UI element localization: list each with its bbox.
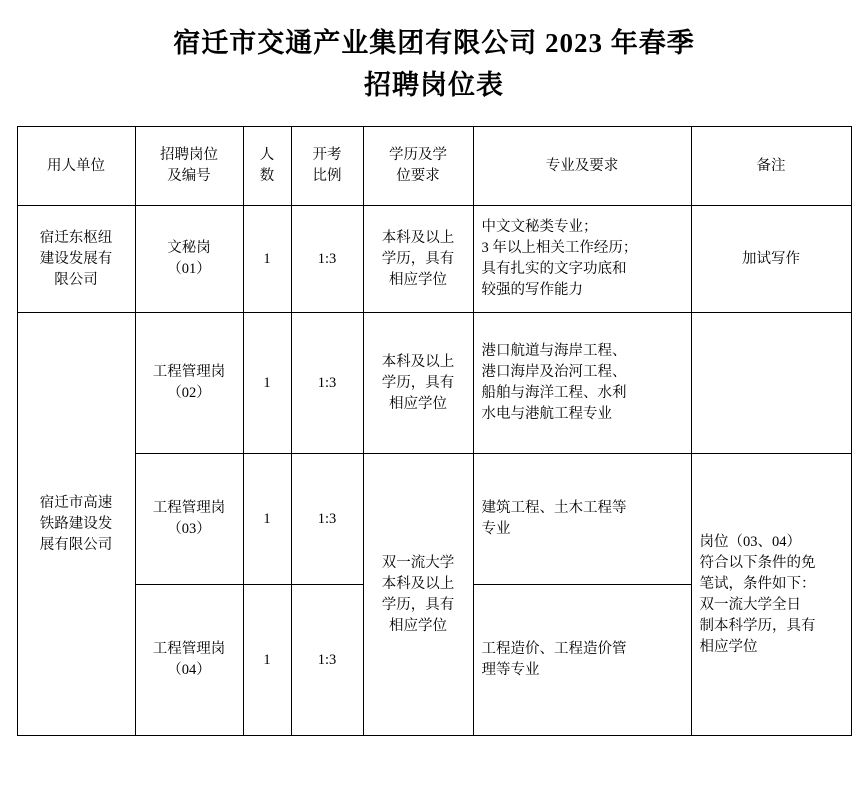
- cell-post-row2: [135, 313, 243, 454]
- cell-number-row1: 1: [243, 206, 291, 313]
- column-header-note-line-1: 备注: [756, 157, 786, 174]
- column-header-post-line-2: 及编号: [167, 168, 211, 184]
- cell-unit-row1-line-3: 限公司: [54, 271, 98, 288]
- cell-note-row3: [691, 454, 851, 736]
- cell-note-row3-line-3: 笔试，条件如下：: [699, 575, 816, 592]
- cell-number-row4: 1: [243, 585, 291, 736]
- table-header-row: [17, 127, 851, 206]
- cell-post-row1: [135, 206, 243, 313]
- cell-education-row2-line-2: 学历，具有: [381, 374, 455, 391]
- cell-major-row4-line-1: 工程造价、工程造价管: [481, 641, 627, 657]
- column-header-post-line-1: 招聘岗位: [160, 147, 218, 163]
- cell-number-row3: 1: [243, 454, 291, 585]
- table-body: [17, 206, 851, 736]
- cell-education-row3-line-2: 本科及以上: [381, 575, 455, 592]
- cell-note-row3-line-6: 相应学位: [699, 638, 758, 655]
- column-header-education-line-2: 位要求: [396, 168, 440, 184]
- cell-major-row2-line-4: 水电与港航工程专业: [481, 406, 612, 422]
- cell-education-row3-line-3: 学历，具有: [381, 596, 455, 613]
- cell-education-row3: [363, 454, 473, 736]
- cell-education-row1-line-3: 相应学位: [389, 271, 447, 288]
- cell-unit-row2-line-2: 铁路建设发: [39, 515, 113, 532]
- column-header-ratio-line-2: 比例: [312, 168, 342, 184]
- cell-education-row3-line-1: 双一流大学: [381, 554, 455, 571]
- cell-post-row1-line-1: 文秘岗: [167, 240, 211, 256]
- cell-ratio-row2: 1:3: [291, 313, 363, 454]
- cell-unit-row1-line-2: 建设发展有: [39, 250, 113, 267]
- cell-unit-row2-line-3: 展有限公司: [39, 536, 113, 553]
- cell-education-row1-line-1: 本科及以上: [381, 229, 455, 246]
- column-header-number: [243, 127, 291, 206]
- cell-education-row1-line-2: 学历，具有: [381, 250, 455, 267]
- table-row: [17, 206, 851, 313]
- cell-note-row3-line-2: 符合以下条件的免: [699, 554, 816, 571]
- cell-major-row1-line-2: 3 年以上相关工作经历；: [481, 240, 638, 256]
- cell-post-row3: [135, 454, 243, 585]
- cell-education-row2-line-1: 本科及以上: [381, 353, 455, 370]
- cell-major-row2-line-3: 船舶与海洋工程、水利: [481, 385, 627, 401]
- column-header-number-line-2: 数: [259, 168, 275, 184]
- cell-education-row1: [363, 206, 473, 313]
- cell-post-row4-line-1: 工程管理岗: [152, 641, 226, 657]
- page-title: [0, 0, 868, 118]
- column-header-education: [363, 127, 473, 206]
- column-header-unit-line-1: 用人单位: [47, 157, 105, 174]
- column-header-number-line-1: 人: [259, 147, 275, 163]
- page-title-line-2: 招聘岗位表: [364, 70, 504, 100]
- cell-post-row3-line-2: （03）: [167, 521, 211, 537]
- cell-education-row3-line-4: 相应学位: [389, 617, 447, 634]
- cell-major-row4-line-2: 理等专业: [481, 662, 540, 678]
- cell-note-row3-line-4: 双一流大学全日: [699, 596, 801, 613]
- cell-ratio-row1: 1:3: [291, 206, 363, 313]
- cell-post-row2-line-2: （02）: [167, 385, 211, 401]
- cell-major-row2: [473, 313, 691, 454]
- cell-major-row1: [473, 206, 691, 313]
- cell-major-row1-line-4: 较强的写作能力: [481, 282, 583, 298]
- recruitment-table: [17, 126, 852, 736]
- column-header-major-line-1: 专业及要求: [545, 157, 619, 174]
- cell-post-row4-line-2: （04）: [167, 662, 211, 678]
- cell-ratio-row3: 1:3: [291, 454, 363, 585]
- cell-ratio-row4: 1:3: [291, 585, 363, 736]
- cell-major-row3-line-2: 专业: [481, 521, 511, 537]
- cell-post-row4: [135, 585, 243, 736]
- column-header-ratio-line-1: 开考: [312, 147, 342, 163]
- cell-unit-row1: [17, 206, 135, 313]
- cell-post-row2-line-1: 工程管理岗: [152, 364, 226, 380]
- column-header-note: [691, 127, 851, 206]
- cell-major-row3-line-1: 建筑工程、土木工程等: [481, 500, 627, 516]
- column-header-education-line-1: 学历及学: [389, 147, 447, 163]
- cell-number-row2: 1: [243, 313, 291, 454]
- column-header-major: [473, 127, 691, 206]
- cell-post-row1-line-2: （01）: [167, 261, 211, 277]
- cell-unit-row2: [17, 313, 135, 736]
- column-header-post: [135, 127, 243, 206]
- cell-major-row1-line-1: 中文文秘类专业；: [481, 219, 598, 235]
- table-row: [17, 313, 851, 454]
- cell-unit-row1-line-1: 宿迁东枢纽: [39, 229, 113, 246]
- cell-post-row3-line-1: 工程管理岗: [152, 500, 226, 516]
- cell-note-row2: [691, 313, 851, 454]
- column-header-ratio: [291, 127, 363, 206]
- cell-note-row3-line-5: 制本科学历，具有: [699, 617, 816, 634]
- page-title-line-1: 宿迁市交通产业集团有限公司 2023 年春季: [173, 28, 695, 58]
- cell-major-row2-line-1: 港口航道与海岸工程、: [481, 343, 627, 359]
- cell-unit-row2-line-1: 宿迁市高速: [39, 494, 113, 511]
- cell-note-row3-line-1: 岗位（03、04）: [699, 533, 801, 550]
- cell-major-row2-line-2: 港口海岸及治河工程、: [481, 364, 627, 380]
- cell-major-row1-line-3: 具有扎实的文字功底和: [481, 261, 627, 277]
- cell-note-row1: 加试写作: [691, 206, 851, 313]
- cell-education-row2-line-3: 相应学位: [389, 395, 447, 412]
- cell-major-row4: [473, 585, 691, 736]
- table-row: [17, 454, 851, 585]
- cell-major-row3: [473, 454, 691, 585]
- cell-education-row2: [363, 313, 473, 454]
- table-header: [17, 127, 851, 206]
- column-header-unit: [17, 127, 135, 206]
